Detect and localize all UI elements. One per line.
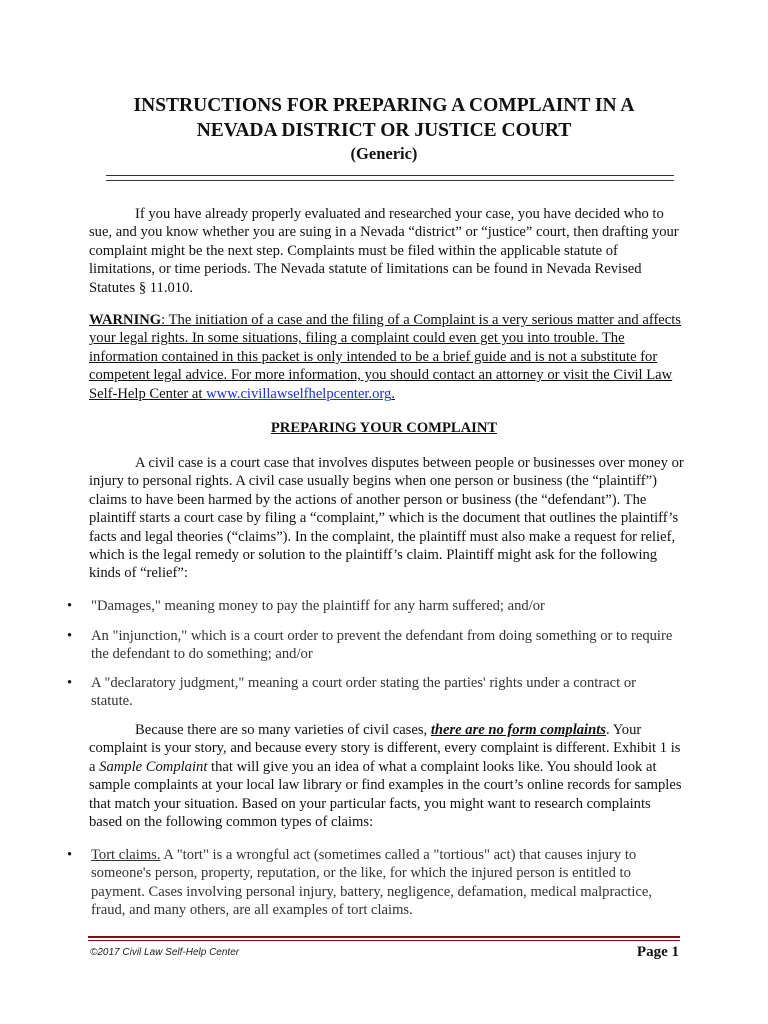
footer-rule-thin	[88, 940, 680, 941]
section-heading: PREPARING YOUR COMPLAINT	[270, 420, 498, 436]
relief-bullet-damages: "Damages," meaning money to pay the plaintiff for any harm suffered; and/or	[91, 598, 545, 614]
tort-claims-label: Tort claims.	[91, 847, 161, 863]
forms-before: Because there are so many varieties of civil cases,	[135, 722, 431, 738]
self-help-center-link[interactable]: www.civillawselfhelpcenter.org	[206, 385, 392, 402]
bullet-marker: •	[67, 847, 73, 863]
warning-end: .	[391, 385, 395, 402]
relief-bullet-injunction: An "injunction," which is a court order to prevent the defendant from doing something or to require the defendant to do something; and/or	[91, 628, 673, 663]
forms-middle: . Your complaint is your story, and because every story is different, every complaint is different. Exhibit 1 is a	[89, 722, 681, 775]
document-title-line2: NEVADA DISTRICT OR JUSTICE COURT	[196, 120, 572, 141]
page-number: Page 1	[636, 944, 679, 960]
warning-text: : The initiation of a case and the filing of a Complaint is a very serious matter and affects your legal rights. In some situations, filing a complaint could even get you into trouble. The information contained in this packet is only intended to be a brief guide and is not a substitute for competent legal advice. For more information, you should contact an attorney or visit the Civil Law Self-Help Center at	[89, 312, 681, 402]
intro-paragraph: If you have already properly evaluated and researched your case, you have decided who to sue, and you know whether you are suing in a Nevada “district” or “justice” court, then drafting your complaint might be the next step. Complaints must be filed within the applicable statute of limitations, or time periods. The Nevada statute of limitations can be found in Nevada Revised Statutes § 11.010.	[89, 206, 679, 296]
bullet-marker: •	[67, 628, 73, 644]
relief-bullet-declaratory: A "declaratory judgment," meaning a court order stating the parties' rights under a contract or statute.	[91, 675, 637, 710]
form-complaints-paragraph	[89, 721, 684, 831]
warning-paragraph	[89, 311, 684, 403]
footer-rule	[88, 936, 680, 938]
bullet-marker: •	[67, 598, 73, 614]
tort-claims-bullet	[91, 846, 681, 920]
footer-copyright: ©2017 Civil Law Self-Help Center	[90, 947, 240, 958]
tort-claims-text: A "tort" is a wrongful act (sometimes called a "tortious" act) that causes injury to someone's person, property, reputation, or the like, for which the injured person is entitled to payment. Cases involving personal injury, battery, negligence, defamation, medical malpractice, fraud, and many others, are all examples of tort claims.	[91, 847, 652, 919]
sample-complaint-term: Sample Complaint	[99, 758, 208, 775]
warning-label: WARNING	[89, 312, 162, 328]
forms-after: that will give you an idea of what a complaint looks like. You should look at sample complaints at your local law library or find examples in the court’s online records for samples that match your situation. Based on your particular facts, you might want to research complaints based on the following common types of claims:	[89, 758, 682, 831]
title-divider	[106, 175, 674, 181]
bullet-marker: •	[67, 675, 73, 691]
civil-case-paragraph: A civil case is a court case that involves disputes between people or businesses over money or injury to personal rights. A civil case usually begins when one person or business (the “plaintiff”) claims to have been harmed by the actions of another person or business (the “defendant”). The plaintiff starts a court case by filing a “complaint,” which is the document that outlines the plaintiff’s facts and legal theories (“claims”). In the complaint, the plaintiff must also make a request for relief, which is the legal remedy or solution to the plaintiff’s claim. Plaintiff might ask for the following kinds of “relief”:	[89, 455, 684, 582]
no-form-complaints-emphasis: there are no form complaints	[430, 722, 606, 738]
document-title-line1: INSTRUCTIONS FOR PREPARING A COMPLAINT IN A	[133, 95, 635, 116]
document-subtitle: (Generic)	[350, 144, 418, 163]
